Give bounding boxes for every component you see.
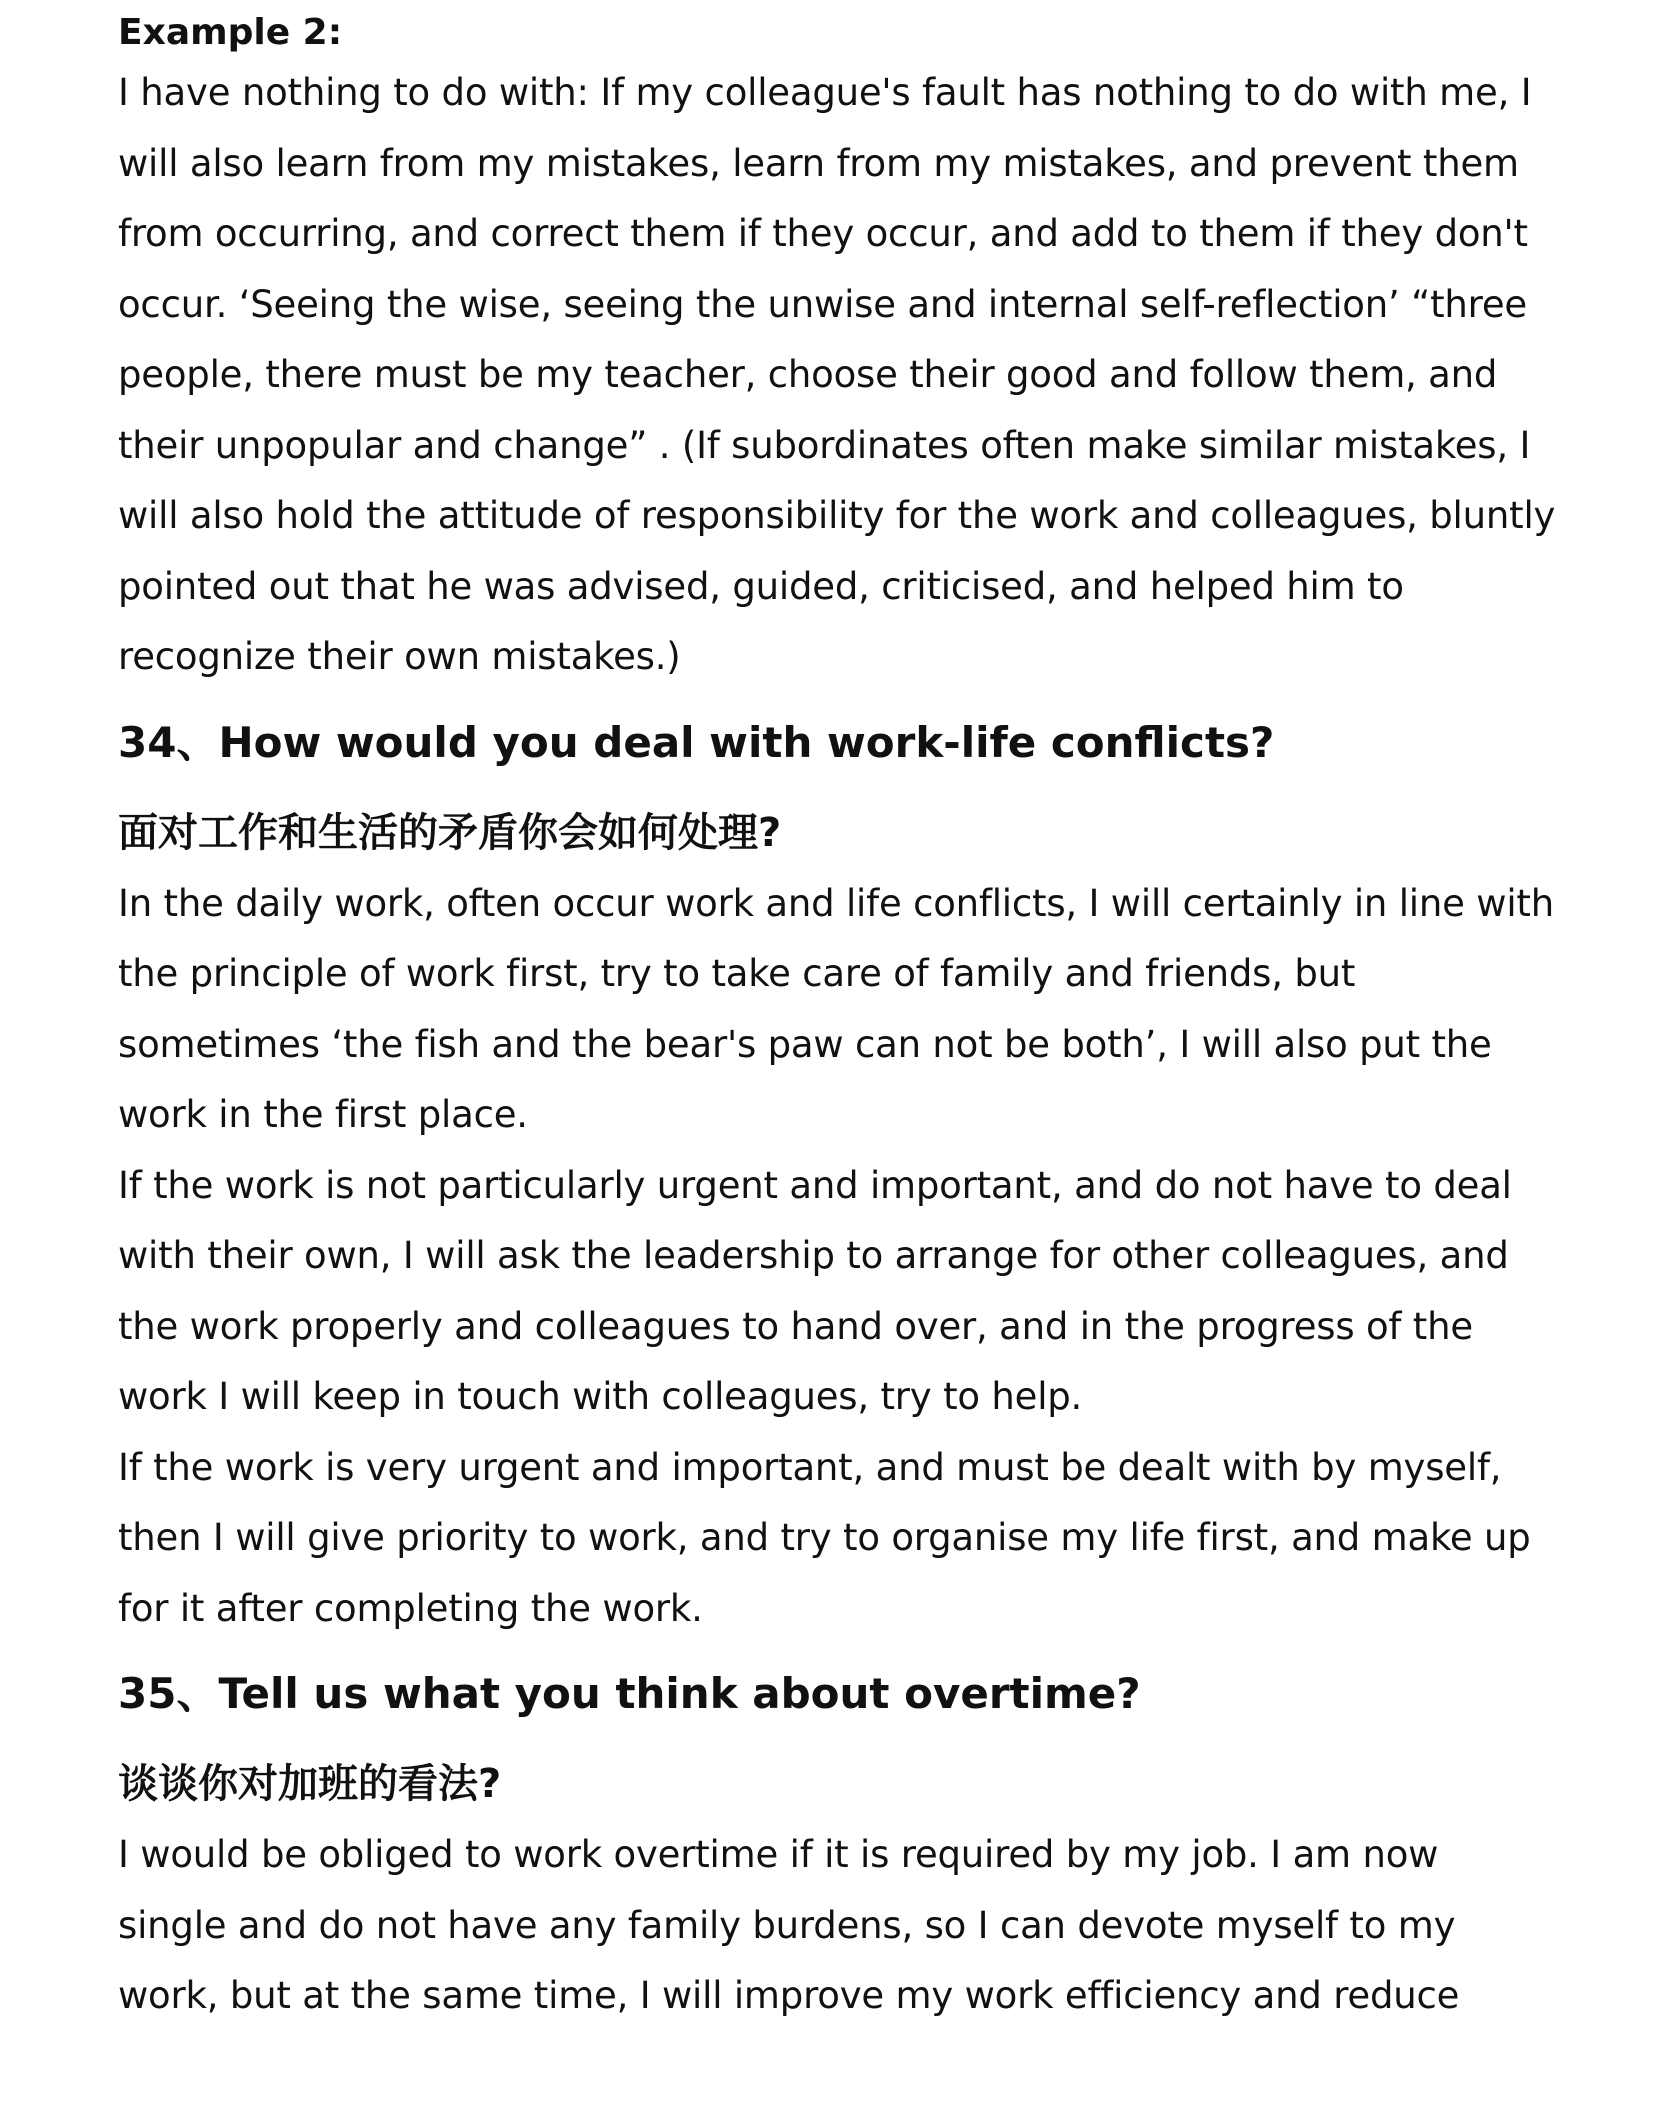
example-label: Example 2:: [118, 12, 343, 53]
question-34-paragraph-2: If the work is not particularly urgent and important, and do not have to deal with their own, I will ask the leadership to arrange for other colleagues, and the work properly and colleagues to hand over, and in the progress of the work I will keep in touch with colleagues, try to help.: [118, 1163, 1512, 1418]
question-34-title-en: 34、How would you deal with work-life conflicts?: [118, 717, 1275, 767]
document-page: [118, 8, 1558, 2032]
example-paragraph: I have nothing to do with: If my colleague's fault has nothing to do with me, I will also learn from my mistakes, learn from my mistakes, and prevent them from occurring, and correct them if they occur, and add to them if they don't occur. ‘Seeing the wise, seeing the unwise and internal self-reflection’ “three people, there must be my teacher, choose their good and follow them, and their unpopular and change” . (If subordinates often make similar mistakes, I will also hold the attitude of responsibility for the work and colleagues, bluntly pointed out that he was advised, guided, criticised, and helped him to recognize their own mistakes.): [118, 71, 1556, 678]
question-34-title-zh: 面对工作和生活的矛盾你会如何处理?: [118, 809, 782, 856]
question-34-paragraph-1: In the daily work, often occur work and life conflicts, I will certainly in line with the principle of work first, try to take care of family and friends, but sometimes ‘the fish and the bear's paw can not be both’, I will also put the work in the first place.: [118, 881, 1554, 1136]
question-35-title-zh: 谈谈你对加班的看法?: [118, 1761, 502, 1807]
question-35-paragraph: I would be obliged to work overtime if it is required by my job. I am now single and do not have any family burdens, so I can devote myself to my work, but at the same time, I will improve my work efficiency and reduce: [118, 1833, 1460, 2017]
question-34-paragraph-3: If the work is very urgent and important, and must be dealt with by myself, then I will give priority to work, and try to organise my life first, and make up for it after completing the work.: [118, 1445, 1531, 1630]
question-35-title-en: 35、Tell us what you think about overtime?: [118, 1669, 1141, 1718]
